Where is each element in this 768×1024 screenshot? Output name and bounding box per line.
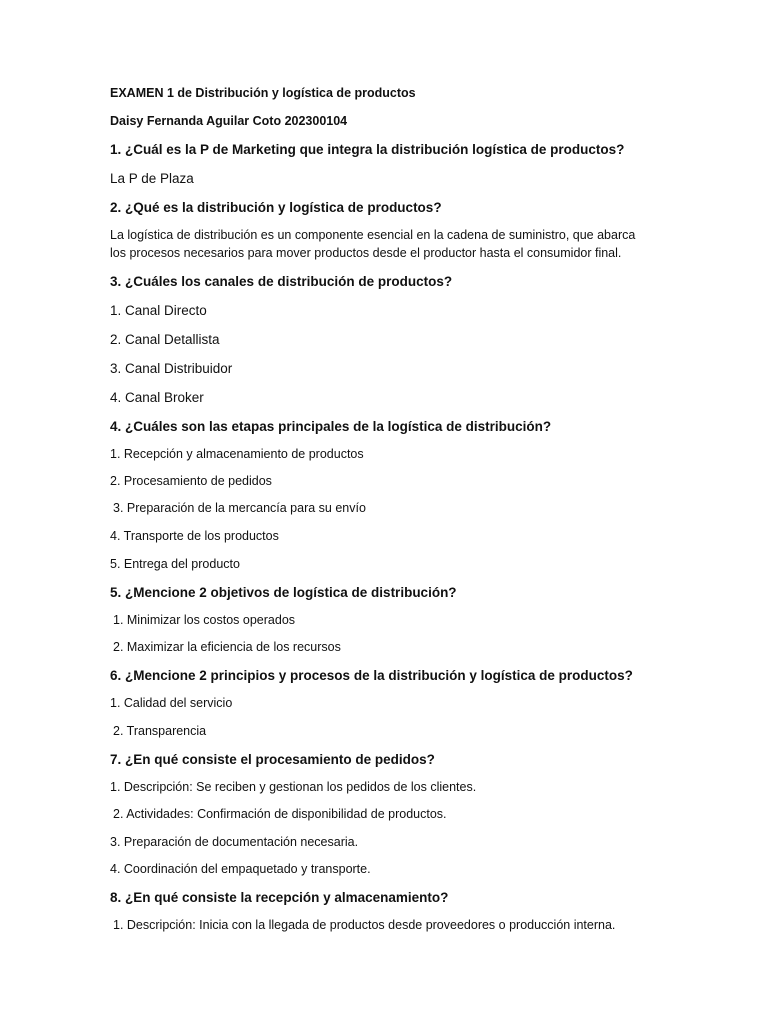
- list-item: 5. Entrega del producto: [110, 557, 240, 571]
- list-item: 2. Transparencia: [113, 724, 207, 738]
- question-8: 8. ¿En qué consiste la recepción y almacenamiento?: [110, 890, 449, 905]
- list-item: 1. Recepción y almacenamiento de productos: [110, 447, 364, 461]
- answer-2-line-2: los procesos necesarios para mover productos desde el productor hasta el consumidor final.: [110, 246, 622, 260]
- document-title: EXAMEN 1 de Distribución y logística de productos: [110, 86, 416, 100]
- list-item: 1. Descripción: Se reciben y gestionan los pedidos de los clientes.: [110, 780, 477, 794]
- list-item: 1. Calidad del servicio: [110, 696, 233, 710]
- question-6: 6. ¿Mencione 2 principios y procesos de la distribución y logística de productos?: [110, 668, 633, 683]
- document-author: Daisy Fernanda Aguilar Coto 202300104: [110, 114, 348, 128]
- question-2: 2. ¿Qué es la distribución y logística de productos?: [110, 200, 442, 215]
- question-5: 5. ¿Mencione 2 objetivos de logística de distribución?: [110, 585, 457, 600]
- question-7: 7. ¿En qué consiste el procesamiento de pedidos?: [110, 752, 435, 767]
- question-1: 1. ¿Cuál es la P de Marketing que integra la distribución logística de productos?: [110, 142, 625, 157]
- question-3: 3. ¿Cuáles los canales de distribución de productos?: [110, 274, 453, 289]
- list-item: 4. Transporte de los productos: [110, 529, 279, 543]
- question-4: 4. ¿Cuáles son las etapas principales de la logística de distribución?: [110, 419, 552, 434]
- list-item: 1. Canal Directo: [110, 303, 207, 318]
- list-item: 3. Preparación de la mercancía para su envío: [113, 501, 366, 515]
- answer-1: La P de Plaza: [110, 171, 194, 186]
- answer-2-line-1: La logística de distribución es un componente esencial en la cadena de suministro, que abarca: [110, 228, 636, 242]
- list-item: 3. Canal Distribuidor: [110, 361, 233, 376]
- list-item: 2. Maximizar la eficiencia de los recursos: [113, 640, 341, 654]
- list-item: 2. Actividades: Confirmación de disponibilidad de productos.: [113, 807, 447, 821]
- list-item: 4. Coordinación del empaquetado y transporte.: [110, 862, 371, 876]
- list-item: 2. Canal Detallista: [110, 332, 220, 347]
- list-item: 4. Canal Broker: [110, 390, 204, 405]
- list-item: 1. Minimizar los costos operados: [113, 613, 296, 627]
- list-item: 3. Preparación de documentación necesaria.: [110, 835, 359, 849]
- list-item: 1. Descripción: Inicia con la llegada de productos desde proveedores o producción interna.: [113, 918, 616, 932]
- list-item: 2. Procesamiento de pedidos: [110, 474, 272, 488]
